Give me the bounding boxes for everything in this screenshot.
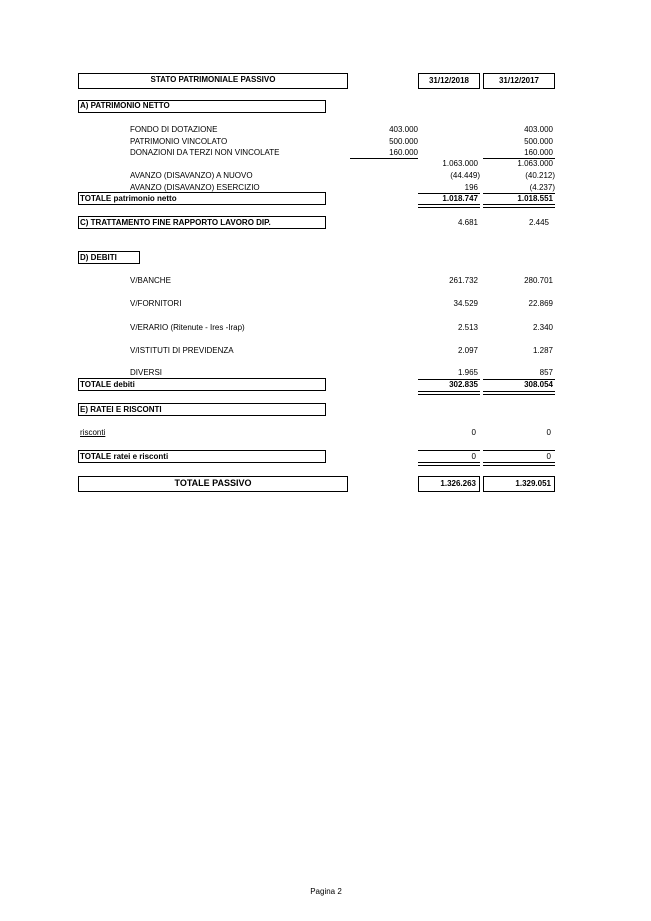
avanzo-esercizio-label: AVANZO (DISAVANZO) ESERCIZIO — [130, 183, 260, 192]
debiti-item-2017: 1.287 — [532, 346, 553, 355]
risconti-2017: 0 — [546, 428, 551, 437]
total-debiti-double-rule-2017 — [483, 391, 555, 395]
vincolato-label: PATRIMONIO VINCOLATO — [130, 137, 228, 146]
total-ratei-double-rule-2017 — [483, 462, 555, 466]
vincolato-2017: 500.000 — [524, 137, 553, 146]
totale-passivo-label: TOTALE PASSIVO — [174, 478, 252, 488]
section-heading-tfr: C) TRATTAMENTO FINE RAPPORTO LAVORO DIP. — [80, 218, 271, 227]
tfr-2017: 2.445 — [528, 218, 549, 227]
debiti-item-2018: 1.965 — [457, 368, 478, 377]
avanzo-nuovo-2017: (40.212) — [525, 171, 555, 180]
debiti-item-2017: 22.869 — [528, 299, 553, 308]
total-patrimonio-2018: 1.018.747 — [442, 194, 478, 203]
debiti-item-2018: 261.732 — [449, 276, 478, 285]
total-debiti-2017: 308.054 — [524, 380, 553, 389]
debiti-item-label: V/ISTITUTI DI PREVIDENZA — [130, 346, 234, 355]
subtotal-2018: 1.063.000 — [442, 159, 478, 168]
total-debiti-double-rule-2018 — [418, 391, 480, 395]
debiti-item-2017: 857 — [539, 368, 553, 377]
donazioni-2017: 160.000 — [524, 148, 553, 157]
risconti-label: risconti — [80, 428, 106, 437]
debiti-item-2018: 2.513 — [457, 323, 478, 332]
debiti-item-2017: 2.340 — [532, 323, 553, 332]
subtotal-rule-detail — [350, 158, 418, 159]
total-patrimonio-double-rule-2018 — [418, 204, 480, 208]
donazioni-label: DONAZIONI DA TERZI NON VINCOLATE — [130, 148, 280, 157]
col-2018-header: 31/12/2018 — [428, 76, 470, 85]
debiti-item-2018: 34.529 — [453, 299, 478, 308]
subtotal-2017: 1.063.000 — [517, 159, 553, 168]
totale-passivo-2018: 1.326.263 — [440, 479, 476, 488]
page-number: Pagina 2 — [310, 887, 342, 896]
fondo-detail: 403.000 — [389, 125, 418, 134]
debiti-item-label: V/FORNITORI — [130, 299, 182, 308]
total-debiti-2018: 302.835 — [449, 380, 478, 389]
section-heading-ratei: E) RATEI E RISCONTI — [80, 405, 162, 414]
fondo-2017: 403.000 — [524, 125, 553, 134]
risconti-2018: 0 — [471, 428, 476, 437]
total-ratei-label: TOTALE ratei e risconti — [80, 452, 169, 461]
total-patrimonio-label: TOTALE patrimonio netto — [80, 194, 177, 203]
col-2017-header: 31/12/2017 — [498, 76, 540, 85]
total-patrimonio-2017: 1.018.551 — [517, 194, 553, 203]
totale-passivo-2017: 1.329.051 — [515, 479, 551, 488]
debiti-item-2017: 280.701 — [524, 276, 553, 285]
avanzo-nuovo-2018: (44.449) — [450, 171, 480, 180]
fondo-label: FONDO DI DOTAZIONE — [130, 125, 218, 134]
total-debiti-label: TOTALE debiti — [80, 380, 135, 389]
total-patrimonio-double-rule-2017 — [483, 204, 555, 208]
avanzo-esercizio-2017: (4.237) — [529, 183, 555, 192]
debiti-item-label: DIVERSI — [130, 368, 163, 377]
section-heading-debiti: D) DEBITI — [80, 253, 117, 262]
debiti-item-2018: 2.097 — [457, 346, 478, 355]
avanzo-nuovo-label: AVANZO (DISAVANZO) A NUOVO — [130, 171, 253, 180]
total-ratei-rule-2017 — [483, 450, 555, 451]
donazioni-detail: 160.000 — [389, 148, 418, 157]
debiti-item-label: V/BANCHE — [130, 276, 171, 285]
vincolato-detail: 500.000 — [389, 137, 418, 146]
total-ratei-2018: 0 — [471, 452, 476, 461]
page-title: STATO PATRIMONIALE PASSIVO — [150, 75, 276, 84]
avanzo-esercizio-2018: 196 — [464, 183, 478, 192]
total-ratei-double-rule-2018 — [418, 462, 480, 466]
total-ratei-rule-2018 — [418, 450, 480, 451]
debiti-item-label: V/ERARIO (Ritenute - Ires -Irap) — [130, 323, 245, 332]
section-heading-patrimonio: A) PATRIMONIO NETTO — [80, 101, 170, 110]
tfr-2018: 4.681 — [457, 218, 478, 227]
total-ratei-2017: 0 — [546, 452, 551, 461]
